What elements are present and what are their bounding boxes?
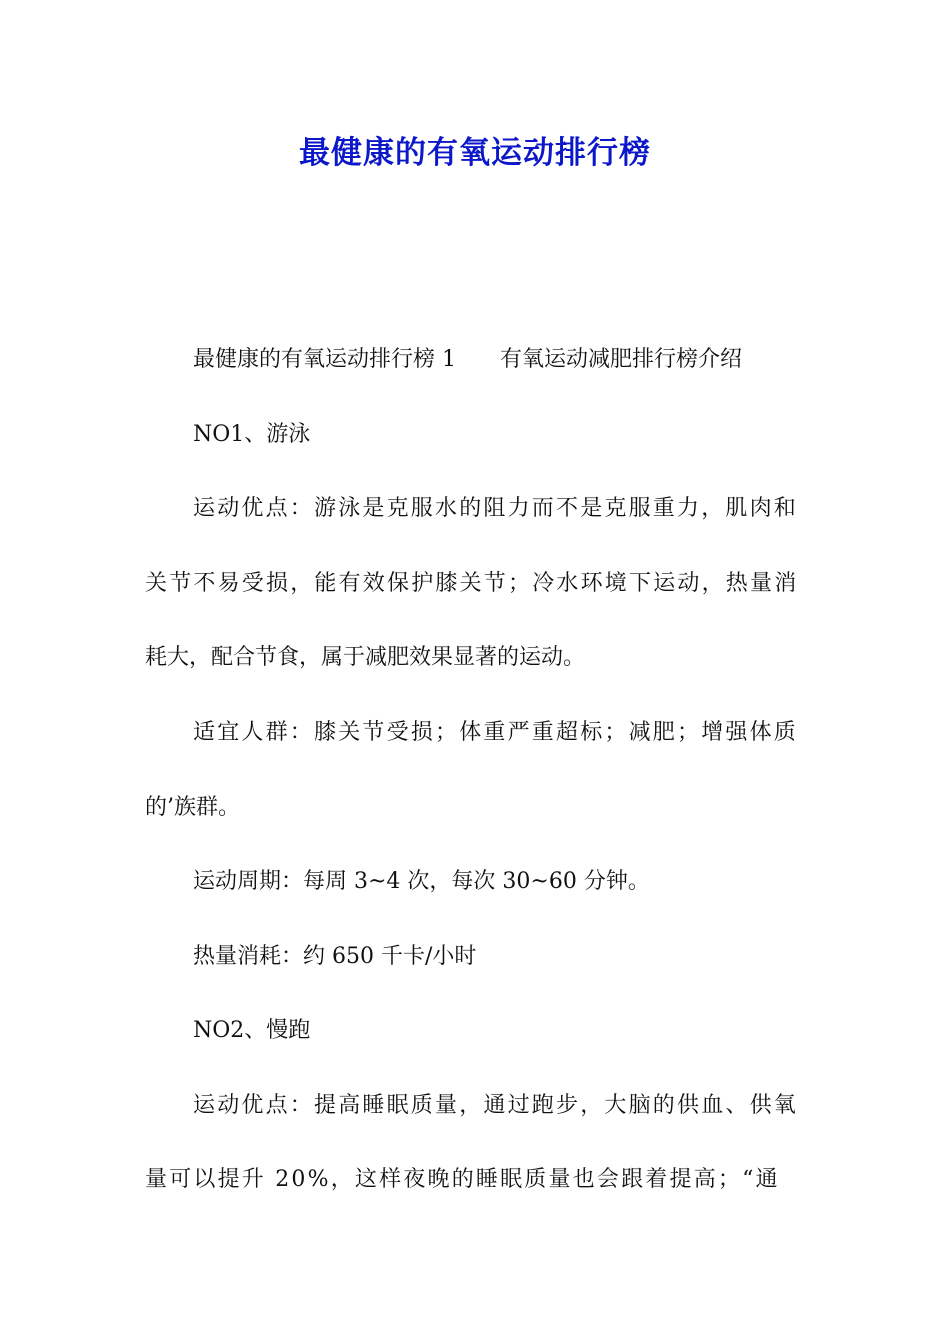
intro-heading: 最健康的有氧运动排行榜 1 有氧运动减肥排行榜介绍 [193, 347, 742, 372]
paragraph-line: 耗大，配合节食，属于减肥效果显著的运动。 [145, 645, 586, 670]
paragraph-line: 关节不易受损，能有效保护膝关节；冷水环境下运动，热量消 [145, 571, 799, 596]
paragraph-line: 热量消耗：约 650 千卡/小时 [193, 944, 477, 969]
paragraph-line: 的’族群。 [145, 795, 240, 820]
paragraph-line: 运动优点：提高睡眠质量，通过跑步，大脑的供血、供氧 [193, 1093, 799, 1118]
paragraph-line: 量可以提升 20%，这样夜晚的睡眠质量也会跟着提高；“通 [145, 1167, 780, 1192]
section-heading-jogging: NO2、慢跑 [193, 1018, 311, 1043]
document-title: 最健康的有氧运动排行榜 [299, 135, 651, 171]
paragraph-line: 运动优点：游泳是克服水的阻力而不是克服重力，肌肉和 [193, 496, 799, 521]
paragraph-line: 运动周期：每周 3~4 次，每次 30~60 分钟。 [193, 869, 650, 894]
paragraph-line: 适宜人群：膝关节受损；体重严重超标；减肥；增强体质 [193, 720, 799, 745]
section-heading-swimming: NO1、游泳 [193, 422, 311, 447]
